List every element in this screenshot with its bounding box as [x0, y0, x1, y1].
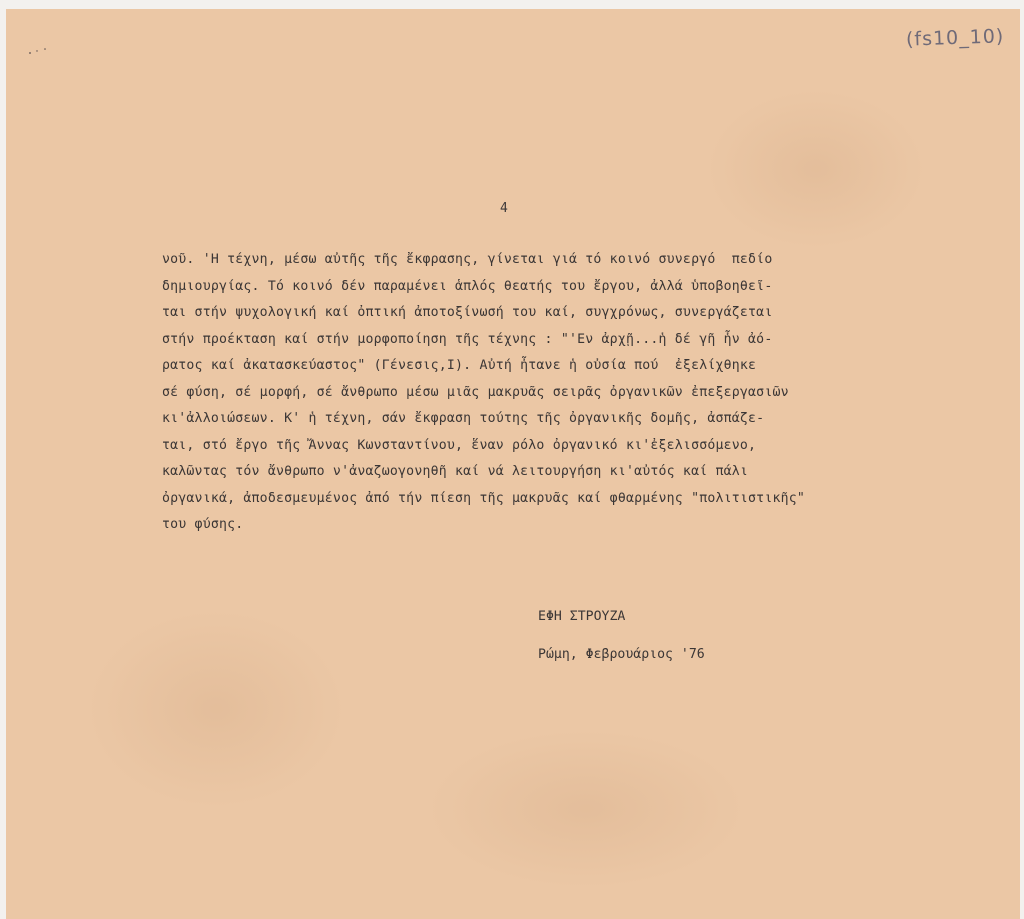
text-line: ρατος καί ἀκατασκεύαστος" (Γένεσις,Ι). Αὐτή ἦτανε ἡ οὐσία πού ἐξελίχθηκε [162, 358, 757, 373]
paper-stain [426, 729, 746, 889]
text-line: κι'ἀλλοιώσεων. Κ' ἡ τέχνη, σάν ἔκφραση τούτης τῆς ὀργανικῆς δομῆς, ἀσπάζε- [162, 411, 765, 426]
text-line: δημιουργίας. Τό κοινό δέν παραμένει ἁπλός θεατής του ἔργου, ἀλλά ὑποβοηθεῖ- [162, 278, 773, 294]
text-line: ὀργανικά, ἀποδεσμευμένος ἀπό τήν πίεση τῆς μακρυᾶς καί φθαρμένης "πολιτιστικῆς" [162, 490, 806, 506]
text-line: ται στήν ψυχολογική καί ὀπτική ἀποτοξίνωσή του καί, συγχρόνως, συνεργάζεται [162, 305, 773, 320]
text-line: καλῶντας τόν ἄνθρωπο ν'ἀναζωογονηθῆ καί νά λειτουργήση κι'αὐτός καί πάλι [162, 464, 749, 479]
signature-block [538, 607, 705, 683]
text-line: στήν προέκταση καί στήν μορφοποίηση τῆς τέχνης : "'Εν ἀρχῇ...ἡ δέ γῆ ἦν ἀό- [162, 331, 773, 347]
archive-code-annotation: (fs10_10) [905, 25, 1005, 51]
text-line: σέ φύση, σέ μορφή, σέ ἄνθρωπο μέσω μιᾶς μακρυᾶς σειρᾶς ὀργανικῶν ἐπεξεργασιῶν [162, 384, 789, 400]
ink-specks [26, 45, 66, 59]
text-line: του φύσης. [162, 517, 244, 532]
page-number: 4 [500, 201, 508, 216]
typed-body-text [162, 247, 902, 539]
paper-stain [706, 89, 926, 249]
paper-stain [86, 609, 346, 809]
author-name: ΕΦΗ ΣΤΡΟΥΖΑ [538, 609, 626, 624]
text-line: νοῦ. 'Η τέχνη, μέσω αὐτῆς τῆς ἔκφρασης, γίνεται γιά τό κοινό συνεργό πεδίο [162, 252, 773, 267]
place-date: Ρώμη, Φεβρουάριος '76 [538, 647, 705, 662]
text-line: ται, στό ἔργο τῆς Ἄννας Κωνσταντίνου, ἕναν ρόλο ὀργανικό κι'ἐξελισσόμενο, [162, 437, 757, 453]
